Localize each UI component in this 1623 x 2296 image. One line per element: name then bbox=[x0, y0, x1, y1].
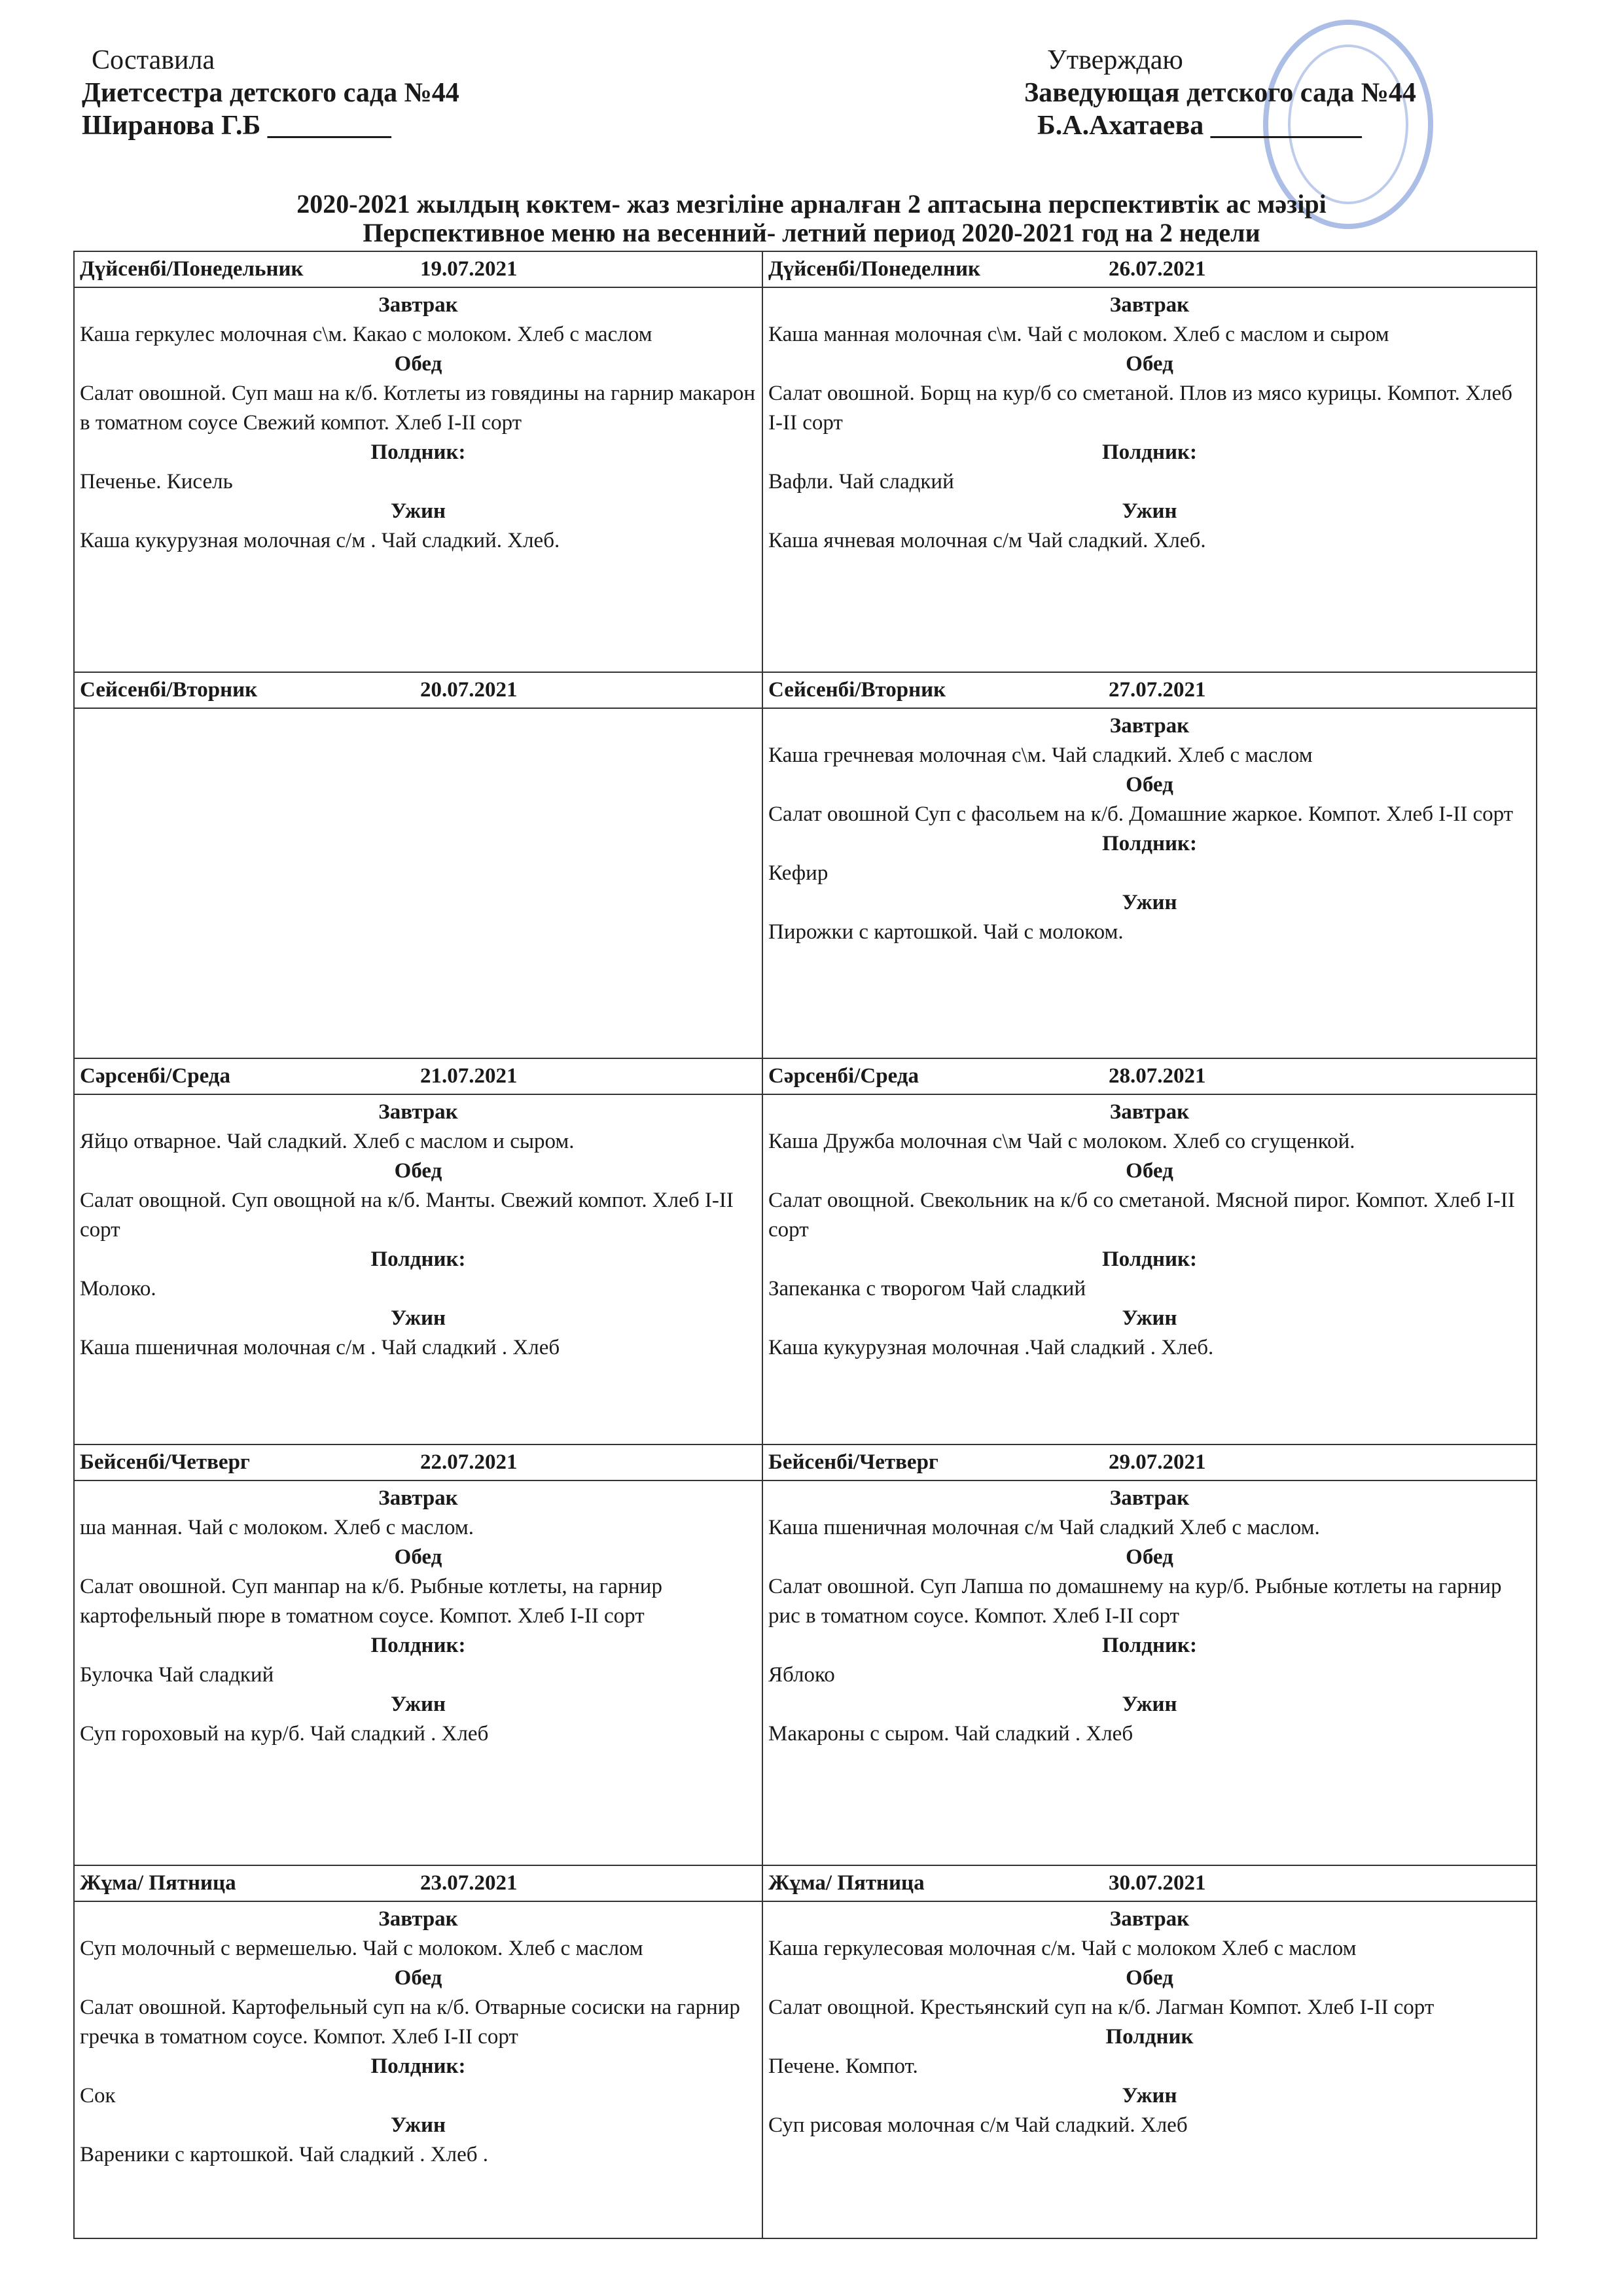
day-header-cell bbox=[762, 1865, 1537, 1901]
lunch-items: Салат овошной. Суп Лапша по домашнему на кур/б. Рыбные котлеты на гарнир рис в томатном соусе. Компот. Хлеб I-II сорт bbox=[768, 1575, 1502, 1628]
snack-items: Булочка Чай сладкий bbox=[80, 1663, 274, 1687]
day-name: Сәрсенбі/Среда bbox=[80, 1064, 230, 1088]
day-header-row bbox=[74, 1444, 1537, 1480]
day-date: 21.07.2021 bbox=[420, 1064, 518, 1088]
lunch-heading: Обед bbox=[1126, 1545, 1173, 1569]
lunch-heading: Обед bbox=[1126, 352, 1173, 376]
day-header-row bbox=[74, 1865, 1537, 1901]
lunch-items: Салат овощной. Крестьянский суп на к/б. Лагман Компот. Хлеб I-II сорт bbox=[768, 1996, 1435, 2019]
dinner-heading: Ужин bbox=[1122, 1306, 1177, 1330]
day-header-cell bbox=[74, 1865, 762, 1901]
lunch-heading: Обед bbox=[394, 1159, 442, 1183]
lunch-heading: Обед bbox=[394, 352, 442, 376]
approved-position: Заведующая детского сада №44 bbox=[1024, 78, 1416, 108]
breakfast-heading: Завтрак bbox=[1109, 1486, 1190, 1510]
day-menu-cell bbox=[762, 1901, 1537, 2238]
lunch-items: Салат овошной. Суп манпар на к/б. Рыбные котлеты, на гарнир картофельный пюре в томатном соусе. Компот. Хлеб I-II сорт bbox=[80, 1575, 662, 1628]
day-header-cell bbox=[74, 672, 762, 708]
breakfast-heading: Завтрак bbox=[1109, 293, 1190, 317]
snack-heading: Полдник: bbox=[1102, 832, 1197, 855]
compiled-by-label: Составила bbox=[92, 45, 215, 75]
day-menu-cell bbox=[762, 708, 1537, 1058]
dinner-items: Суп гороховый на кур/б. Чай сладкий . Хлеб bbox=[80, 1722, 489, 1746]
dinner-heading: Ужин bbox=[390, 1306, 446, 1330]
day-date: 28.07.2021 bbox=[1109, 1064, 1206, 1088]
day-menu-cell bbox=[74, 1901, 762, 2238]
day-header-cell bbox=[74, 251, 762, 287]
day-date: 22.07.2021 bbox=[420, 1450, 518, 1474]
day-menu-row bbox=[74, 1480, 1537, 1865]
snack-items: Молоко. bbox=[80, 1277, 156, 1300]
day-header-cell bbox=[762, 1444, 1537, 1480]
lunch-heading: Обед bbox=[394, 1545, 442, 1569]
breakfast-items: Каша геркулес молочная с\м. Какао с молоком. Хлеб с маслом bbox=[80, 323, 652, 346]
day-date: 19.07.2021 bbox=[420, 257, 518, 281]
snack-heading: Полдник: bbox=[370, 1634, 466, 1657]
breakfast-heading: Завтрак bbox=[378, 1486, 458, 1510]
day-header-cell bbox=[762, 1058, 1537, 1094]
title-kazakh: 2020-2021 жылдың көктем- жаз мезгіліне арналған 2 аптасына перспективтік ас мәзірі bbox=[296, 189, 1327, 219]
day-menu-cell bbox=[762, 1094, 1537, 1444]
breakfast-items: Яйцо отварное. Чай сладкий. Хлеб с маслом и сыром. bbox=[80, 1130, 575, 1153]
breakfast-items: Каша манная молочная с\м. Чай с молоком. Хлеб с маслом и сыром bbox=[768, 323, 1389, 346]
snack-heading: Полдник: bbox=[1102, 1247, 1197, 1271]
day-menu-cell bbox=[74, 1480, 762, 1865]
snack-heading: Полдник: bbox=[1102, 1634, 1197, 1657]
day-name: Сейсенбі/Вторник bbox=[80, 678, 258, 702]
lunch-heading: Обед bbox=[394, 1966, 442, 1990]
day-name: Жұма/ Пятница bbox=[768, 1871, 925, 1895]
breakfast-heading: Завтрак bbox=[378, 1100, 458, 1124]
day-date: 20.07.2021 bbox=[420, 678, 518, 702]
breakfast-heading: Завтрак bbox=[1109, 1907, 1190, 1931]
approved-name: Б.А.Ахатаева ___________ bbox=[1037, 111, 1362, 141]
day-date: 29.07.2021 bbox=[1109, 1450, 1206, 1474]
day-header-cell bbox=[74, 1058, 762, 1094]
dinner-heading: Ужин bbox=[1122, 891, 1177, 914]
dinner-items: Каша пшеничная молочная с/м . Чай сладкий . Хлеб bbox=[80, 1336, 560, 1359]
breakfast-items: Суп молочный с вермешелью. Чай с молоком. Хлеб с маслом bbox=[80, 1937, 643, 1960]
dinner-items: Каша кукурузная молочная .Чай сладкий . Хлеб. bbox=[768, 1336, 1214, 1359]
dinner-heading: Ужин bbox=[390, 1693, 446, 1716]
dinner-heading: Ужин bbox=[1122, 1693, 1177, 1716]
breakfast-items: Каша пшеничная молочная с/м Чай сладкий Хлеб с маслом. bbox=[768, 1516, 1320, 1539]
day-menu-row bbox=[74, 1901, 1537, 2238]
lunch-heading: Обед bbox=[1126, 1966, 1173, 1990]
lunch-items: Салат овошной. Борщ на кур/б со сметаной. Плов из мясо курицы. Компот. Хлеб I-II сорт bbox=[768, 382, 1512, 435]
menu-table bbox=[73, 251, 1537, 2239]
breakfast-heading: Завтрак bbox=[1109, 1100, 1190, 1124]
day-header-row bbox=[74, 672, 1537, 708]
lunch-items: Салат овощной. Суп овощной на к/б. Манты. Свежий компот. Хлеб I-II сорт bbox=[80, 1189, 734, 1242]
day-menu-row bbox=[74, 287, 1537, 672]
snack-heading: Полдник bbox=[1105, 2025, 1194, 2049]
breakfast-heading: Завтрак bbox=[378, 293, 458, 317]
compiled-by-position: Диетсестра детского сада №44 bbox=[82, 78, 459, 108]
lunch-heading: Обед bbox=[1126, 1159, 1173, 1183]
dinner-heading: Ужин bbox=[1122, 499, 1177, 523]
day-date: 23.07.2021 bbox=[420, 1871, 518, 1895]
dinner-heading: Ужин bbox=[390, 499, 446, 523]
breakfast-items: Каша геркулесовая молочная с/м. Чай с молоком Хлеб с маслом bbox=[768, 1937, 1357, 1960]
lunch-items: Салат овошной. Суп маш на к/б. Котлеты из говядины на гарнир макарон в томатном соусе Свежий компот. Хлеб I-II сорт bbox=[80, 382, 756, 435]
compiled-by-name: Ширанова Г.Б _________ bbox=[82, 111, 391, 141]
day-menu-cell bbox=[74, 287, 762, 672]
dinner-items: Пирожки с картошкой. Чай с молоком. bbox=[768, 920, 1124, 944]
breakfast-items: Каша Дружба молочная с\м Чай с молоком. Хлеб со сгущенкой. bbox=[768, 1130, 1355, 1153]
dinner-items: Макароны с сыром. Чай сладкий . Хлеб bbox=[768, 1722, 1133, 1746]
day-date: 30.07.2021 bbox=[1109, 1871, 1206, 1895]
snack-items: Печенье. Кисель bbox=[80, 470, 233, 493]
day-name: Сейсенбі/Вторник bbox=[768, 678, 946, 702]
day-name: Дүйсенбі/Понедельник bbox=[80, 257, 304, 281]
title-russian: Перспективное меню на весенний- летний период 2020-2021 год на 2 недели bbox=[363, 218, 1260, 247]
day-date: 27.07.2021 bbox=[1109, 678, 1206, 702]
snack-items: Запеканка с творогом Чай сладкий bbox=[768, 1277, 1086, 1300]
snack-items: Вафли. Чай сладкий bbox=[768, 470, 954, 493]
day-menu-row bbox=[74, 708, 1537, 1058]
breakfast-heading: Завтрак bbox=[1109, 714, 1190, 738]
lunch-heading: Обед bbox=[1126, 773, 1173, 797]
breakfast-items: ша манная. Чай с молоком. Хлеб с маслом. bbox=[80, 1516, 474, 1539]
breakfast-heading: Завтрак bbox=[378, 1907, 458, 1931]
dinner-items: Каша кукурузная молочная с/м . Чай сладкий. Хлеб. bbox=[80, 529, 560, 552]
lunch-items: Салат овошной. Картофельный суп на к/б. Отварные сосиски на гарнир гречка в томатном соусе. Компот. Хлеб I-II сорт bbox=[80, 1996, 740, 2049]
dinner-heading: Ужин bbox=[1122, 2084, 1177, 2108]
snack-items: Печене. Компот. bbox=[768, 2054, 918, 2078]
lunch-items: Салат овощной. Свекольник на к/б со сметаной. Мясной пирог. Компот. Хлеб I-II сорт bbox=[768, 1189, 1515, 1242]
snack-heading: Полдник: bbox=[370, 2054, 466, 2078]
day-name: Жұма/ Пятница bbox=[80, 1871, 236, 1895]
dinner-items: Вареники с картошкой. Чай сладкий . Хлеб . bbox=[80, 2143, 489, 2166]
dinner-heading: Ужин bbox=[390, 2113, 446, 2137]
snack-items: Яблоко bbox=[768, 1663, 835, 1687]
day-menu-cell bbox=[762, 287, 1537, 672]
snack-items: Сок bbox=[80, 2084, 116, 2108]
day-menu-cell bbox=[74, 1094, 762, 1444]
dinner-items: Каша ячневая молочная с/м Чай сладкий. Хлеб. bbox=[768, 529, 1206, 552]
breakfast-items: Каша гречневая молочная с\м. Чай сладкий. Хлеб с маслом bbox=[768, 744, 1313, 767]
day-header-row bbox=[74, 251, 1537, 287]
day-date: 26.07.2021 bbox=[1109, 257, 1206, 281]
day-header-cell bbox=[762, 251, 1537, 287]
day-header-row bbox=[74, 1058, 1537, 1094]
snack-heading: Полдник: bbox=[1102, 440, 1197, 464]
snack-heading: Полдник: bbox=[370, 1247, 466, 1271]
snack-heading: Полдник: bbox=[370, 440, 466, 464]
day-name: Бейсенбі/Четверг bbox=[80, 1450, 250, 1474]
dinner-items: Суп рисовая молочная с/м Чай сладкий. Хлеб bbox=[768, 2113, 1188, 2137]
day-menu-row bbox=[74, 1094, 1537, 1444]
day-name: Сәрсенбі/Среда bbox=[768, 1064, 919, 1088]
day-name: Дүйсенбі/Понеделник bbox=[768, 257, 981, 281]
day-header-cell bbox=[762, 672, 1537, 708]
lunch-items: Салат овошной Суп с фасольем на к/б. Домашние жаркое. Компот. Хлеб I-II сорт bbox=[768, 802, 1514, 826]
approved-label: Утверждаю bbox=[1047, 45, 1183, 75]
day-header-cell bbox=[74, 1444, 762, 1480]
day-menu-cell bbox=[74, 708, 762, 1058]
day-menu-cell bbox=[762, 1480, 1537, 1865]
day-name: Бейсенбі/Четверг bbox=[768, 1450, 938, 1474]
snack-items: Кефир bbox=[768, 861, 829, 885]
